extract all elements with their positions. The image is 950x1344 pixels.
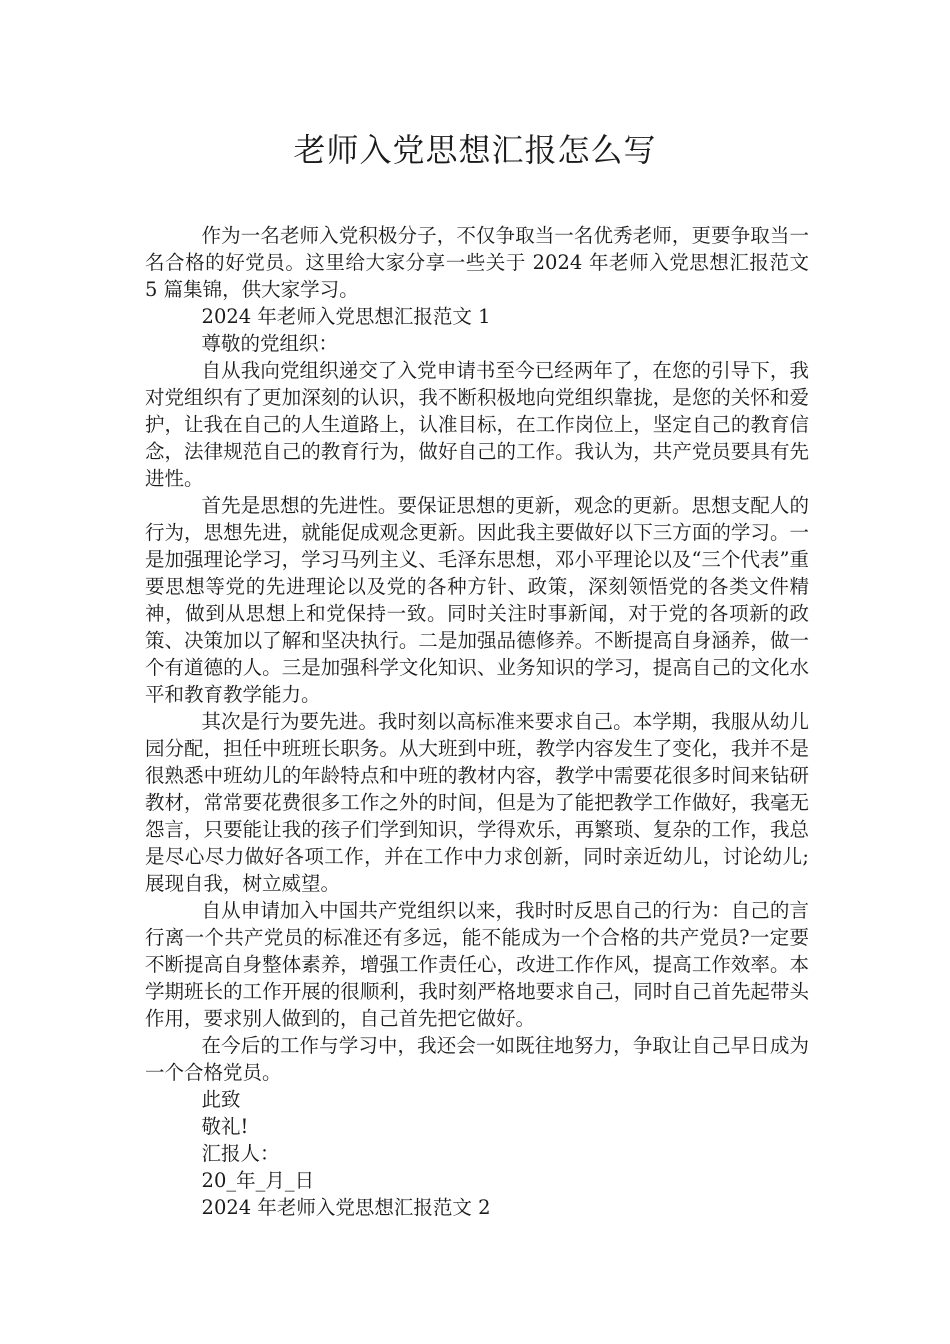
regards: 敬礼! — [201, 1115, 249, 1138]
body-paragraph: 在今后的工作与学习中，我还会一如既往地努力，争取让自己早日成为一个合格党员。 — [145, 1034, 809, 1084]
section-heading-1: 2024 年老师入党思想汇报范文 1 — [201, 305, 491, 328]
body-paragraph: 首先是思想的先进性。要保证思想的更新，观念的更新。思想支配人的行为，思想先进，就能促成观念更新。因此我主要做好以下三方面的学习。一是加强理论学习，学习马列主义、毛泽东思想，邓小平理论以及“三个代表”重要思想等党的先进理论以及党的各种方针、政策，深刻领悟党的各类文件精神，做到从思想上和党保持一致。同时关注时事新闻，对于党的各项新的政策、决策加以了解和坚决执行。二是加强品德修养。不断提高自身涵养，做一个有道德的人。三是加强科学文化知识、业务知识的学习，提高自己的文化水平和教育教学能力。 — [145, 494, 809, 706]
document-title: 老师入党思想汇报怎么写 — [293, 131, 657, 169]
document-body — [145, 222, 809, 1221]
report-date: 20_年_月_日 — [201, 1169, 315, 1192]
closing: 此致 — [201, 1088, 241, 1111]
salutation: 尊敬的党组织： — [201, 332, 339, 355]
reporter-label: 汇报人： — [201, 1142, 280, 1165]
body-paragraph: 自从我向党组织递交了入党申请书至今已经两年了，在您的引导下，我对党组织有了更加深刻的认识，我不断积极地向党组织靠拢，是您的关怀和爱护，让我在自己的人生道路上，认准目标，在工作岗位上，坚定自己的教育信念，法律规范自己的教育行为，做好自己的工作。我认为，共产党员要具有先进性。 — [145, 359, 809, 490]
body-paragraph: 其次是行为要先进。我时刻以高标准来要求自己。本学期，我服从幼儿园分配，担任中班班长职务。从大班到中班，教学内容发生了变化，我并不是很熟悉中班幼儿的年龄特点和中班的教材内容，教学中需要花很多时间来钻研教材，常常要花费很多工作之外的时间，但是为了能把教学工作做好，我毫无怨言，只要能让我的孩子们学到知识，学得欢乐，再繁琐、复杂的工作，我总是尽心尽力做好各项工作，并在工作中力求创新，同时亲近幼儿，讨论幼儿;展现自我，树立威望。 — [145, 710, 809, 895]
section-heading-2: 2024 年老师入党思想汇报范文 2 — [201, 1196, 491, 1219]
body-paragraph: 自从申请加入中国共产党组织以来，我时时反思自己的行为：自己的言行离一个共产党员的标准还有多远，能不能成为一个合格的共产党员?一定要不断提高自身整体素养，增强工作责任心，改进工作作风，提高工作效率。本学期班长的工作开展的很顺利，我时刻严格地要求自己，同时自己首先起带头作用，要求别人做到的，自己首先把它做好。 — [145, 899, 809, 1030]
intro-paragraph: 作为一名老师入党积极分子，不仅争取当一名优秀老师，更要争取当一名合格的好党员。这里给大家分享一些关于 2024 年老师入党思想汇报范文 5 篇集锦，供大家学习。 — [145, 224, 809, 301]
